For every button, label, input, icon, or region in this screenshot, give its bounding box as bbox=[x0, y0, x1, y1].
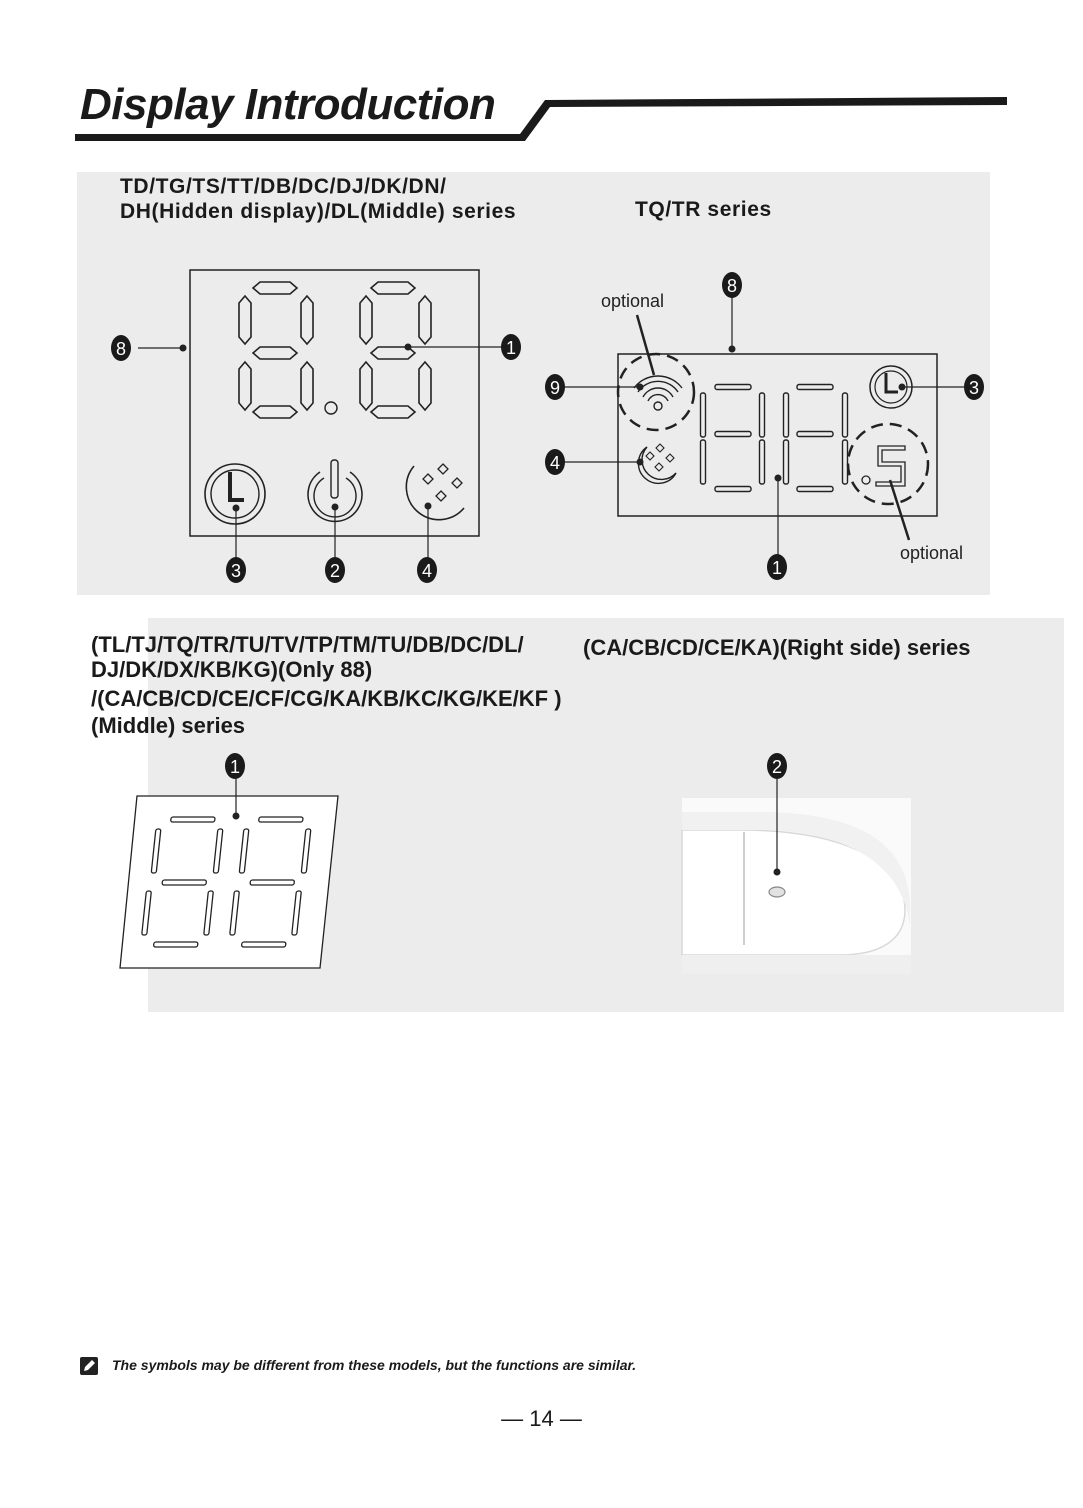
page-number bbox=[0, 1406, 1083, 1432]
section2-left-heading-line2: DJ/DK/DX/KB/KG)(Only 88) bbox=[91, 657, 373, 682]
callout-8-tq-label: 8 bbox=[726, 276, 738, 296]
callout-4-label: 4 bbox=[421, 561, 433, 581]
display-panel-88 bbox=[120, 796, 338, 968]
note-pencil-icon bbox=[80, 1357, 98, 1375]
callout-1-tq-label: 1 bbox=[771, 558, 783, 578]
sleep-moon-icon bbox=[406, 464, 464, 520]
callout-8-td bbox=[111, 335, 131, 361]
callout-3-tq bbox=[964, 374, 984, 400]
section2-left-heading-line1: (TL/TJ/TQ/TR/TU/TV/TP/TM/TU/DB/DC/DL/ bbox=[91, 632, 524, 657]
seven-segment-digit-tq-1 bbox=[701, 385, 765, 492]
optional-small-digit bbox=[848, 424, 928, 504]
callout-2-right-label: 2 bbox=[771, 757, 783, 777]
decimal-point bbox=[325, 402, 337, 414]
callout-8-tq bbox=[722, 272, 742, 298]
title-underline bbox=[75, 97, 1007, 141]
page-number-value: 14 bbox=[529, 1406, 554, 1431]
section2-left-heading-line3: /(CA/CB/CD/CE/CF/CG/KA/KB/KC/KG/KE/KF ) bbox=[91, 686, 562, 711]
callout-9-label: 9 bbox=[549, 378, 561, 398]
callout-1-label: 1 bbox=[505, 338, 517, 358]
timer-clock-icon bbox=[205, 464, 265, 524]
section2-left-heading-line4: (Middle) series bbox=[91, 713, 246, 738]
page-number-dash-right: — bbox=[559, 1406, 582, 1431]
callout-leaders-td bbox=[138, 344, 502, 559]
optional-label-wifi: optional bbox=[601, 291, 665, 311]
seven-segment-digit-tq-2 bbox=[784, 385, 848, 492]
indoor-unit-side-image bbox=[682, 798, 911, 974]
seven-segment-digit-right bbox=[360, 282, 431, 418]
callout-1-td bbox=[501, 334, 521, 360]
callout-3-tq-label: 3 bbox=[968, 378, 980, 398]
page-number-dash-left: — bbox=[501, 1406, 524, 1431]
optional-label-digit: optional bbox=[900, 543, 964, 563]
display-panel-td bbox=[190, 270, 479, 536]
callout-3-label: 3 bbox=[230, 561, 242, 581]
callout-4-tq bbox=[545, 449, 565, 475]
page-title: Display Introduction bbox=[80, 80, 496, 129]
callout-1-88 bbox=[225, 753, 245, 779]
footer-note: The symbols may be different from these models, but the functions are similar. bbox=[112, 1357, 637, 1373]
callout-4-td bbox=[417, 557, 437, 583]
seven-segment-digit-left bbox=[239, 282, 313, 418]
section1-right-heading: TQ/TR series bbox=[635, 198, 772, 221]
section1-left-heading-line1: TD/TG/TS/TT/DB/DC/DJ/DK/DN/ bbox=[120, 175, 447, 198]
section1-left-heading-line2: DH(Hidden display)/DL(Middle) series bbox=[120, 200, 517, 223]
callout-3-td bbox=[226, 557, 246, 583]
callout-1-tq bbox=[767, 554, 787, 580]
section2-right-heading: (CA/CB/CD/CE/KA)(Right side) series bbox=[583, 635, 971, 660]
callout-2-right-side bbox=[767, 753, 787, 779]
callout-9-tq bbox=[545, 374, 565, 400]
callout-1-88-label: 1 bbox=[229, 757, 241, 777]
wifi-icon bbox=[618, 354, 694, 430]
callout-2-td bbox=[325, 557, 345, 583]
callout-2-label: 2 bbox=[329, 561, 341, 581]
callout-4-tq-label: 4 bbox=[549, 453, 561, 473]
sleep-moon-icon-small bbox=[638, 444, 676, 483]
callout-8-label: 8 bbox=[115, 339, 127, 359]
